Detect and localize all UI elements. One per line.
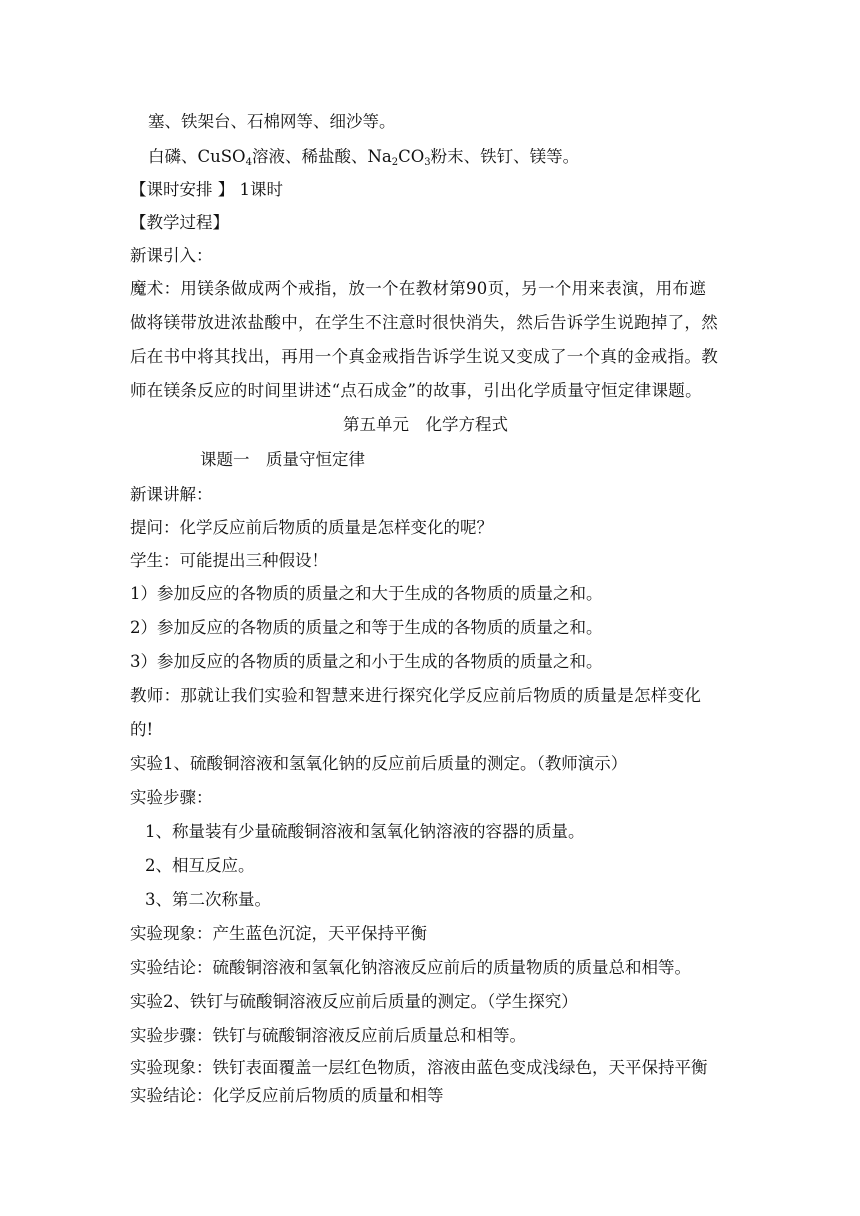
exp2-steps: 实验步骤：铁钉与硫酸铜溶液反应前后质量总和相等。: [130, 1026, 526, 1045]
materials-line-2: 白磷、CuSO$_4$溶液、稀盐酸、$Na_2CO_3$粉末、铁钉、镁等。: [148, 147, 580, 168]
exp1-step-3: 3、第二次称量。: [145, 890, 271, 909]
hypothesis-1: 1）参加反应的各物质的质量之和大于生成的各物质的质量之和。: [130, 584, 603, 603]
teacher-line-1: 教师：那就让我们实验和智慧来进行探究化学反应前后物质的质量是怎样变化: [130, 686, 702, 705]
lesson-heading: 新课讲解：: [130, 485, 213, 504]
unit-title: 第五单元 化学方程式: [343, 415, 508, 434]
exp1-title: 实验1、硫酸铜溶液和氢氧化钠的反应前后质量的测定。（教师演示）: [130, 754, 628, 773]
intro-heading: 新课引入：: [130, 246, 213, 265]
exp1-step-2: 2、相互反应。: [145, 856, 255, 875]
topic-title: 课题一 质量守恒定律: [200, 450, 365, 469]
hypothesis-3: 3）参加反应的各物质的质量之和小于生成的各物质的质量之和。: [130, 652, 603, 671]
process-heading: 【教学过程】: [130, 213, 229, 232]
materials-line-1: 塞、铁架台、石棉网等、细沙等。: [148, 112, 396, 131]
exp1-steps-heading: 实验步骤：: [130, 788, 213, 807]
teacher-line-2: 的!: [130, 720, 154, 739]
exp2-conclusion: 实验结论：化学反应前后物质的质量和相等: [130, 1086, 444, 1105]
schedule-line: 【课时安排 】 1课时: [130, 180, 283, 199]
exp1-conclusion: 实验结论：硫酸铜溶液和氢氧化钠溶液反应前后的质量物质的质量总和相等。: [130, 958, 691, 977]
student-line: 学生：可能提出三种假设！: [130, 551, 328, 570]
magic-line-4: 师在镁条反应的时间里讲述“点石成金”的故事，引出化学质量守恒定律课题。: [130, 381, 702, 400]
exp1-phenomenon: 实验现象：产生蓝色沉淀，天平保持平衡: [130, 924, 427, 943]
magic-line-2: 做将镁带放进浓盐酸中，在学生不注意时很快消失，然后告诉学生说跑掉了，然: [130, 313, 718, 332]
exp1-step-1: 1、称量装有少量硫酸铜溶液和氢氧化钠溶液的容器的质量。: [145, 822, 585, 841]
hypothesis-2: 2）参加反应的各物质的质量之和等于生成的各物质的质量之和。: [130, 618, 603, 637]
exp2-phenomenon: 实验现象：铁钉表面覆盖一层红色物质，溶液由蓝色变成浅绿色，天平保持平衡: [130, 1058, 708, 1077]
exp2-title: 实验2、铁钉与硫酸铜溶液反应前后质量的测定。（学生探究）: [130, 992, 578, 1011]
question-line: 提问：化学反应前后物质的质量是怎样变化的呢？: [130, 518, 493, 537]
magic-line-1: 魔术：用镁条做成两个戒指，放一个在教材第90页，另一个用来表演，用布遮: [130, 279, 706, 298]
magic-line-3: 后在书中将其找出，再用一个真金戒指告诉学生说又变成了一个真的金戒指。教: [130, 347, 718, 366]
